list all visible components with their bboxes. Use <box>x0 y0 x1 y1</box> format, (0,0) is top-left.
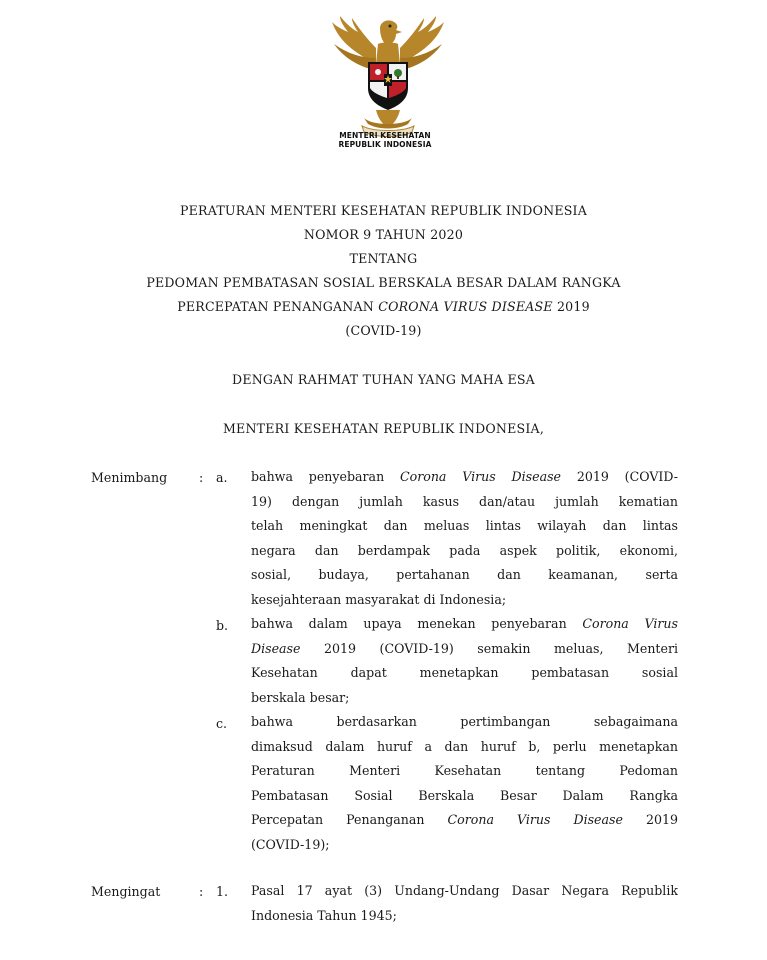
title-line-5-pre: PERCEPATAN PENANGANAN <box>177 299 379 314</box>
item-c-line-6: (COVID-19); <box>251 836 330 852</box>
item-a-line-6: kesejahteraan masyarakat di Indonesia; <box>251 591 507 607</box>
item-a-line-5: sosial, budaya, pertahanan dan keamanan, serta <box>251 567 678 582</box>
regulation-title <box>0 199 767 343</box>
mengingat-item-1 <box>251 879 678 928</box>
menimbang-letter-b: b. <box>216 618 229 633</box>
menimbang-label: Menimbang <box>91 470 168 485</box>
menimbang-item-b <box>251 612 678 710</box>
item-a-line-2: 19) dengan jumlah kasus dan/atau jumlah kematian <box>251 493 678 509</box>
garuda-emblem-icon <box>318 14 458 150</box>
item-c-line-5: Percepatan Penanganan Corona Virus Disease 2019 <box>251 812 678 827</box>
item-b-line-3: Kesehatan dapat menetapkan pembatasan sosial <box>251 665 678 680</box>
title-line-3: TENTANG <box>349 251 418 266</box>
title-line-4: PEDOMAN PEMBATASAN SOSIAL BERSKALA BESAR DALAM RANGKA <box>146 275 621 290</box>
mengingat-number-1: 1. <box>216 884 229 899</box>
item-b-line-2: Disease 2019 (COVID-19) semakin meluas, Menteri <box>251 640 678 656</box>
mengingat-label: Mengingat <box>91 884 161 899</box>
menimbang-colon: : <box>199 470 204 485</box>
title-line-5-italic: CORONA VIRUS DISEASE <box>378 299 553 314</box>
mengingat-colon: : <box>199 884 204 899</box>
item-c-line-1: bahwa berdasarkan pertimbangan sebagaimana <box>251 714 678 729</box>
item-c-line-2: dimaksud dalam huruf a dan huruf b, perlu menetapkan <box>251 738 678 754</box>
emblem-caption <box>300 131 470 149</box>
title-line-2: NOMOR 9 TAHUN 2020 <box>303 227 464 242</box>
item-a-line-4: negara dan berdampak pada aspek politik, ekonomi, <box>251 542 678 558</box>
item-c-line-4: Pembatasan Sosial Berskala Besar Dalam Rangka <box>251 787 678 803</box>
mengingat-1-line-2: Indonesia Tahun 1945; <box>251 907 397 923</box>
menimbang-letter-c: c. <box>216 716 228 731</box>
minister-line: MENTERI KESEHATAN REPUBLIK INDONESIA, <box>222 421 545 436</box>
title-line-5-post: 2019 <box>552 299 590 314</box>
item-c-line-3: Peraturan Menteri Kesehatan tentang Pedoman <box>251 763 678 778</box>
item-a-line-3: telah meningkat dan meluas lintas wilayah dan lintas <box>251 518 678 533</box>
title-line-5 <box>0 295 767 319</box>
blessing-line: DENGAN RAHMAT TUHAN YANG MAHA ESA <box>232 372 535 387</box>
menimbang-letter-a: a. <box>216 470 228 485</box>
item-b-line-1: bahwa dalam upaya menekan penyebaran Corona Virus <box>251 616 678 631</box>
item-a-line-1: bahwa penyebaran Corona Virus Disease 2019 (COVID- <box>251 469 678 484</box>
caption-line-1: MENTERI KESEHATAN <box>339 131 431 140</box>
menimbang-item-a <box>251 465 678 612</box>
item-b-line-4: berskala besar; <box>251 689 350 705</box>
mengingat-1-line-1: Pasal 17 ayat (3) Undang-Undang Dasar Negara Republik <box>251 883 678 898</box>
menimbang-item-c <box>251 710 678 857</box>
title-line-6: (COVID-19) <box>345 323 422 338</box>
title-line-1: PERATURAN MENTERI KESEHATAN REPUBLIK INDONESIA <box>179 203 588 218</box>
caption-line-2: REPUBLIK INDONESIA <box>338 140 432 149</box>
